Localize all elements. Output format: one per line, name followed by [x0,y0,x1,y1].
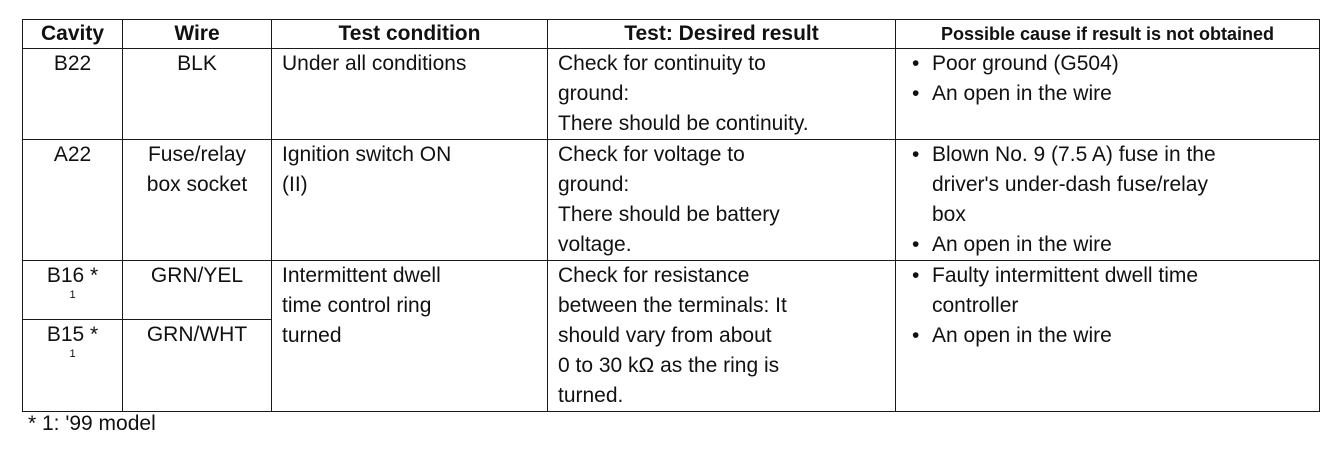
result-line: ground: [558,173,630,196]
cause-item [906,321,1309,351]
footnote-ref: 1 [69,347,76,360]
footnote: * 1: '99 model [28,412,156,435]
wire-line: GRN/WHT [146,322,248,346]
condition-line: Under all conditions [282,52,467,75]
cause-item [906,79,1309,109]
wire-cell [123,261,272,320]
condition-line: turned [282,324,342,347]
footnote-ref: 1 [69,289,76,301]
result-line: voltage. [558,233,632,256]
cause-item [906,49,1309,79]
cause-cell [896,49,1320,140]
header-possible-cause: Possible cause if result is not obtained [896,20,1320,49]
result-line: should vary from about [558,324,772,347]
wire-cell [123,319,272,411]
cavity-value: A22 [53,143,92,166]
cause-item [906,140,1309,230]
cause-list [906,49,1309,109]
wire-line: GRN/YEL [150,264,244,287]
result-line: ground: [558,82,630,105]
cause-line: • Poor ground (G504) [932,52,1119,75]
result-line: There should be battery [558,203,780,226]
condition-line: time control ring [282,294,432,317]
result-line: There should be continuity. [558,112,809,135]
cause-line: • Blown No. 9 (7.5 A) fuse in the [932,143,1216,166]
table-row [23,140,1320,261]
cavity-cell [23,319,123,411]
header-cavity: Cavity [23,20,123,49]
cause-list [906,261,1309,351]
wiring-test-table [22,19,1320,412]
wire-cell [123,49,272,140]
condition-line: Intermittent dwell [282,264,441,287]
cause-item [906,230,1309,260]
condition-cell [272,140,548,261]
condition-line: (II) [282,173,308,196]
cause-cell [896,140,1320,261]
cavity-cell [23,261,123,320]
header-test-condition: Test condition [272,20,548,49]
header-desired-result: Test: Desired result [548,20,896,49]
result-line: between the terminals: It [558,294,787,317]
wire-line: Fuse/relay [147,143,247,166]
cavity-value: B22 [53,52,92,75]
header-row [23,20,1320,49]
result-cell [548,49,896,140]
condition-line: Ignition switch ON [282,143,452,166]
cause-line: • An open in the wire [932,324,1112,347]
cause-cell [896,261,1320,412]
cavity-value: B16 * [46,264,99,287]
result-cell [548,261,896,412]
table-row [23,261,1320,320]
cavity-cell [23,49,123,140]
condition-cell [272,261,548,412]
cause-line: box [932,203,966,226]
cause-line: • An open in the wire [932,233,1112,256]
cause-line: • Faulty intermittent dwell time [932,264,1199,287]
result-line: Check for voltage to [558,143,745,166]
cause-line: • An open in the wire [932,82,1112,105]
result-line: Check for continuity to [558,52,766,75]
cause-list [906,140,1309,260]
cause-item [906,261,1309,321]
cause-line: driver's under-dash fuse/relay [932,173,1208,196]
result-line: 0 to 30 kΩ as the ring is [558,354,780,377]
wire-cell [123,140,272,261]
result-cell [548,140,896,261]
header-wire: Wire [123,20,272,49]
result-line: turned. [558,384,624,407]
cavity-cell [23,140,123,261]
result-line: Check for resistance [558,264,750,287]
cause-line: controller [932,294,1019,317]
condition-cell [272,49,548,140]
wire-line: box socket [146,173,248,196]
cavity-value: B15 * [46,322,99,346]
table-row [23,49,1320,140]
wire-line: BLK [177,52,217,75]
